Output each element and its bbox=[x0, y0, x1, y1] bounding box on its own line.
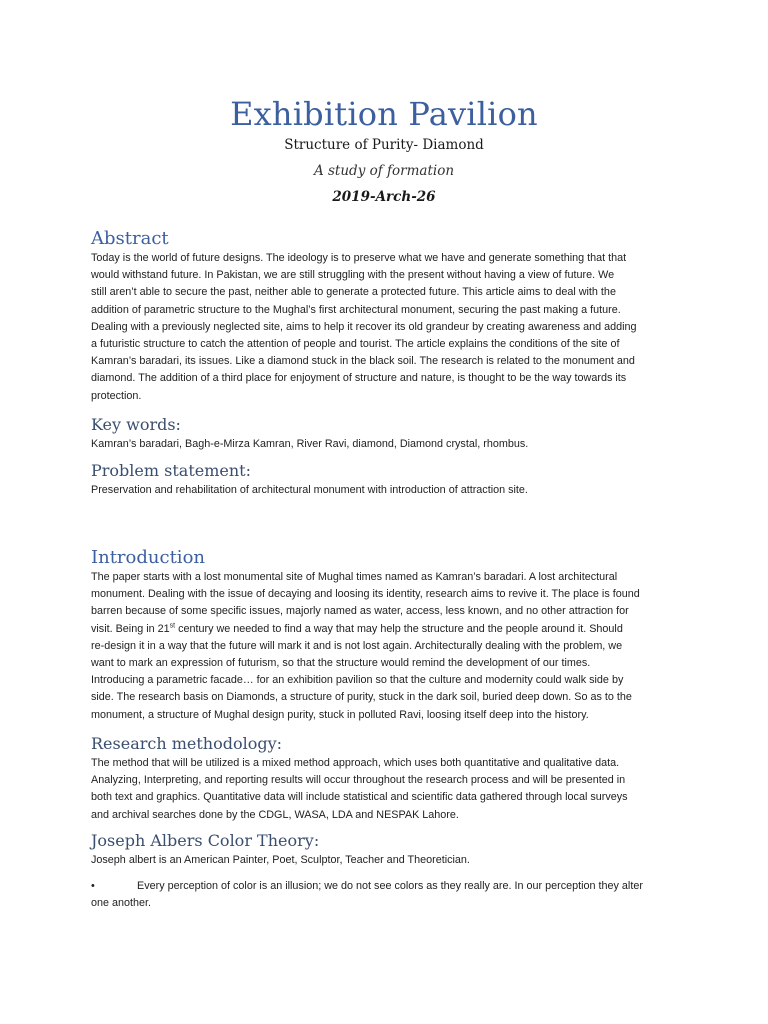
ordinal-suffix: st bbox=[169, 622, 176, 630]
keywords-text: Kamran’s baradari, Bagh-e-Mirza Kamran, River Ravi, diamond, Diamond crystal, rhombus. bbox=[91, 438, 529, 450]
problem-statement-heading: Problem statement: bbox=[91, 461, 251, 480]
keywords-heading: Key words: bbox=[91, 415, 181, 434]
document-study-line: A study of formation bbox=[313, 163, 455, 179]
albers-bullet-text: Every perception of color is an illusion; we do not see colors as they really are. In our perception they alter one another. bbox=[91, 880, 643, 910]
document-subtitle: Structure of Purity- Diamond bbox=[284, 137, 484, 153]
introduction-text-part-b: century we needed to find a way that may help the structure and the people around it. Should re-design it in a way that the future will mark it and is not lost again. Architecturally dealing with the problem, we want to mark an expression of futurism, so that the structure would remind the development of our times. Introducing a parametric facade… for an exhibition pavilion so that the culture and modernity could walk side by side. The research basis on Diamonds, a structure of purity, stuck in the dark soil, buried deep down. So as to the monument, a structure of Mughal design purity, stuck in polluted Ravi, loosing itself deep into the history. bbox=[91, 622, 632, 721]
abstract-heading: Abstract bbox=[91, 228, 169, 249]
introduction-text bbox=[91, 569, 681, 724]
research-methodology-heading: Research methodology: bbox=[91, 734, 283, 753]
bullet-symbol: • bbox=[91, 880, 95, 892]
introduction-text-part-a: The paper starts with a lost monumental site of Mughal times named as Kamran’s baradari. A lost architectural monument. Dealing with the issue of decaying and loosing its identity, research aims to revive it. The place is found barren because of some specific issues, majorly named as water, access, less known, and no other attraction for visit. Being in 21 bbox=[91, 571, 640, 635]
introduction-heading: Introduction bbox=[91, 547, 205, 568]
abstract-text: Today is the world of future designs. The ideology is to preserve what we have and generate something that that would withstand future. In Pakistan, we are still struggling with the present without having a view of future. We still aren’t able to secure the past, neither able to generate a protected future. This article aims to deal with the addition of parametric structure to the Mughal’s first architectural monument, securing the past making a future. Dealing with a previously neglected site, aims to help it recover its old grandeur by creating awareness and adding a futuristic structure to catch the attention of people and tourist. The article explains the conditions of the site of Kamran’s baradari, its issues. Like a diamond stuck in the black soil. The research is related to the monument and diamond. The addition of a third place for enjoyment of structure and nature, is thought to be the way towards its protection. bbox=[91, 252, 637, 402]
research-methodology-text: The method that will be utilized is a mixed method approach, which uses both quantitative and qualitative data. Analyzing, Interpreting, and reporting results will occur throughout the research process and will be presented in both text and graphics. Quantitative data will include statistical and scientific data gathered through local surveys and archival searches done by the CDGL, WASA, LDA and NESPAK Lahore. bbox=[91, 757, 628, 821]
document-title: Exhibition Pavilion bbox=[230, 95, 538, 133]
albers-color-theory-heading: Joseph Albers Color Theory: bbox=[91, 831, 320, 850]
document-date: 2019-Arch-26 bbox=[332, 189, 436, 205]
albers-intro-text: Joseph albert is an American Painter, Poet, Sculptor, Teacher and Theoretician. bbox=[91, 854, 470, 866]
problem-statement-text: Preservation and rehabilitation of architectural monument with introduction of attraction site. bbox=[91, 484, 528, 496]
